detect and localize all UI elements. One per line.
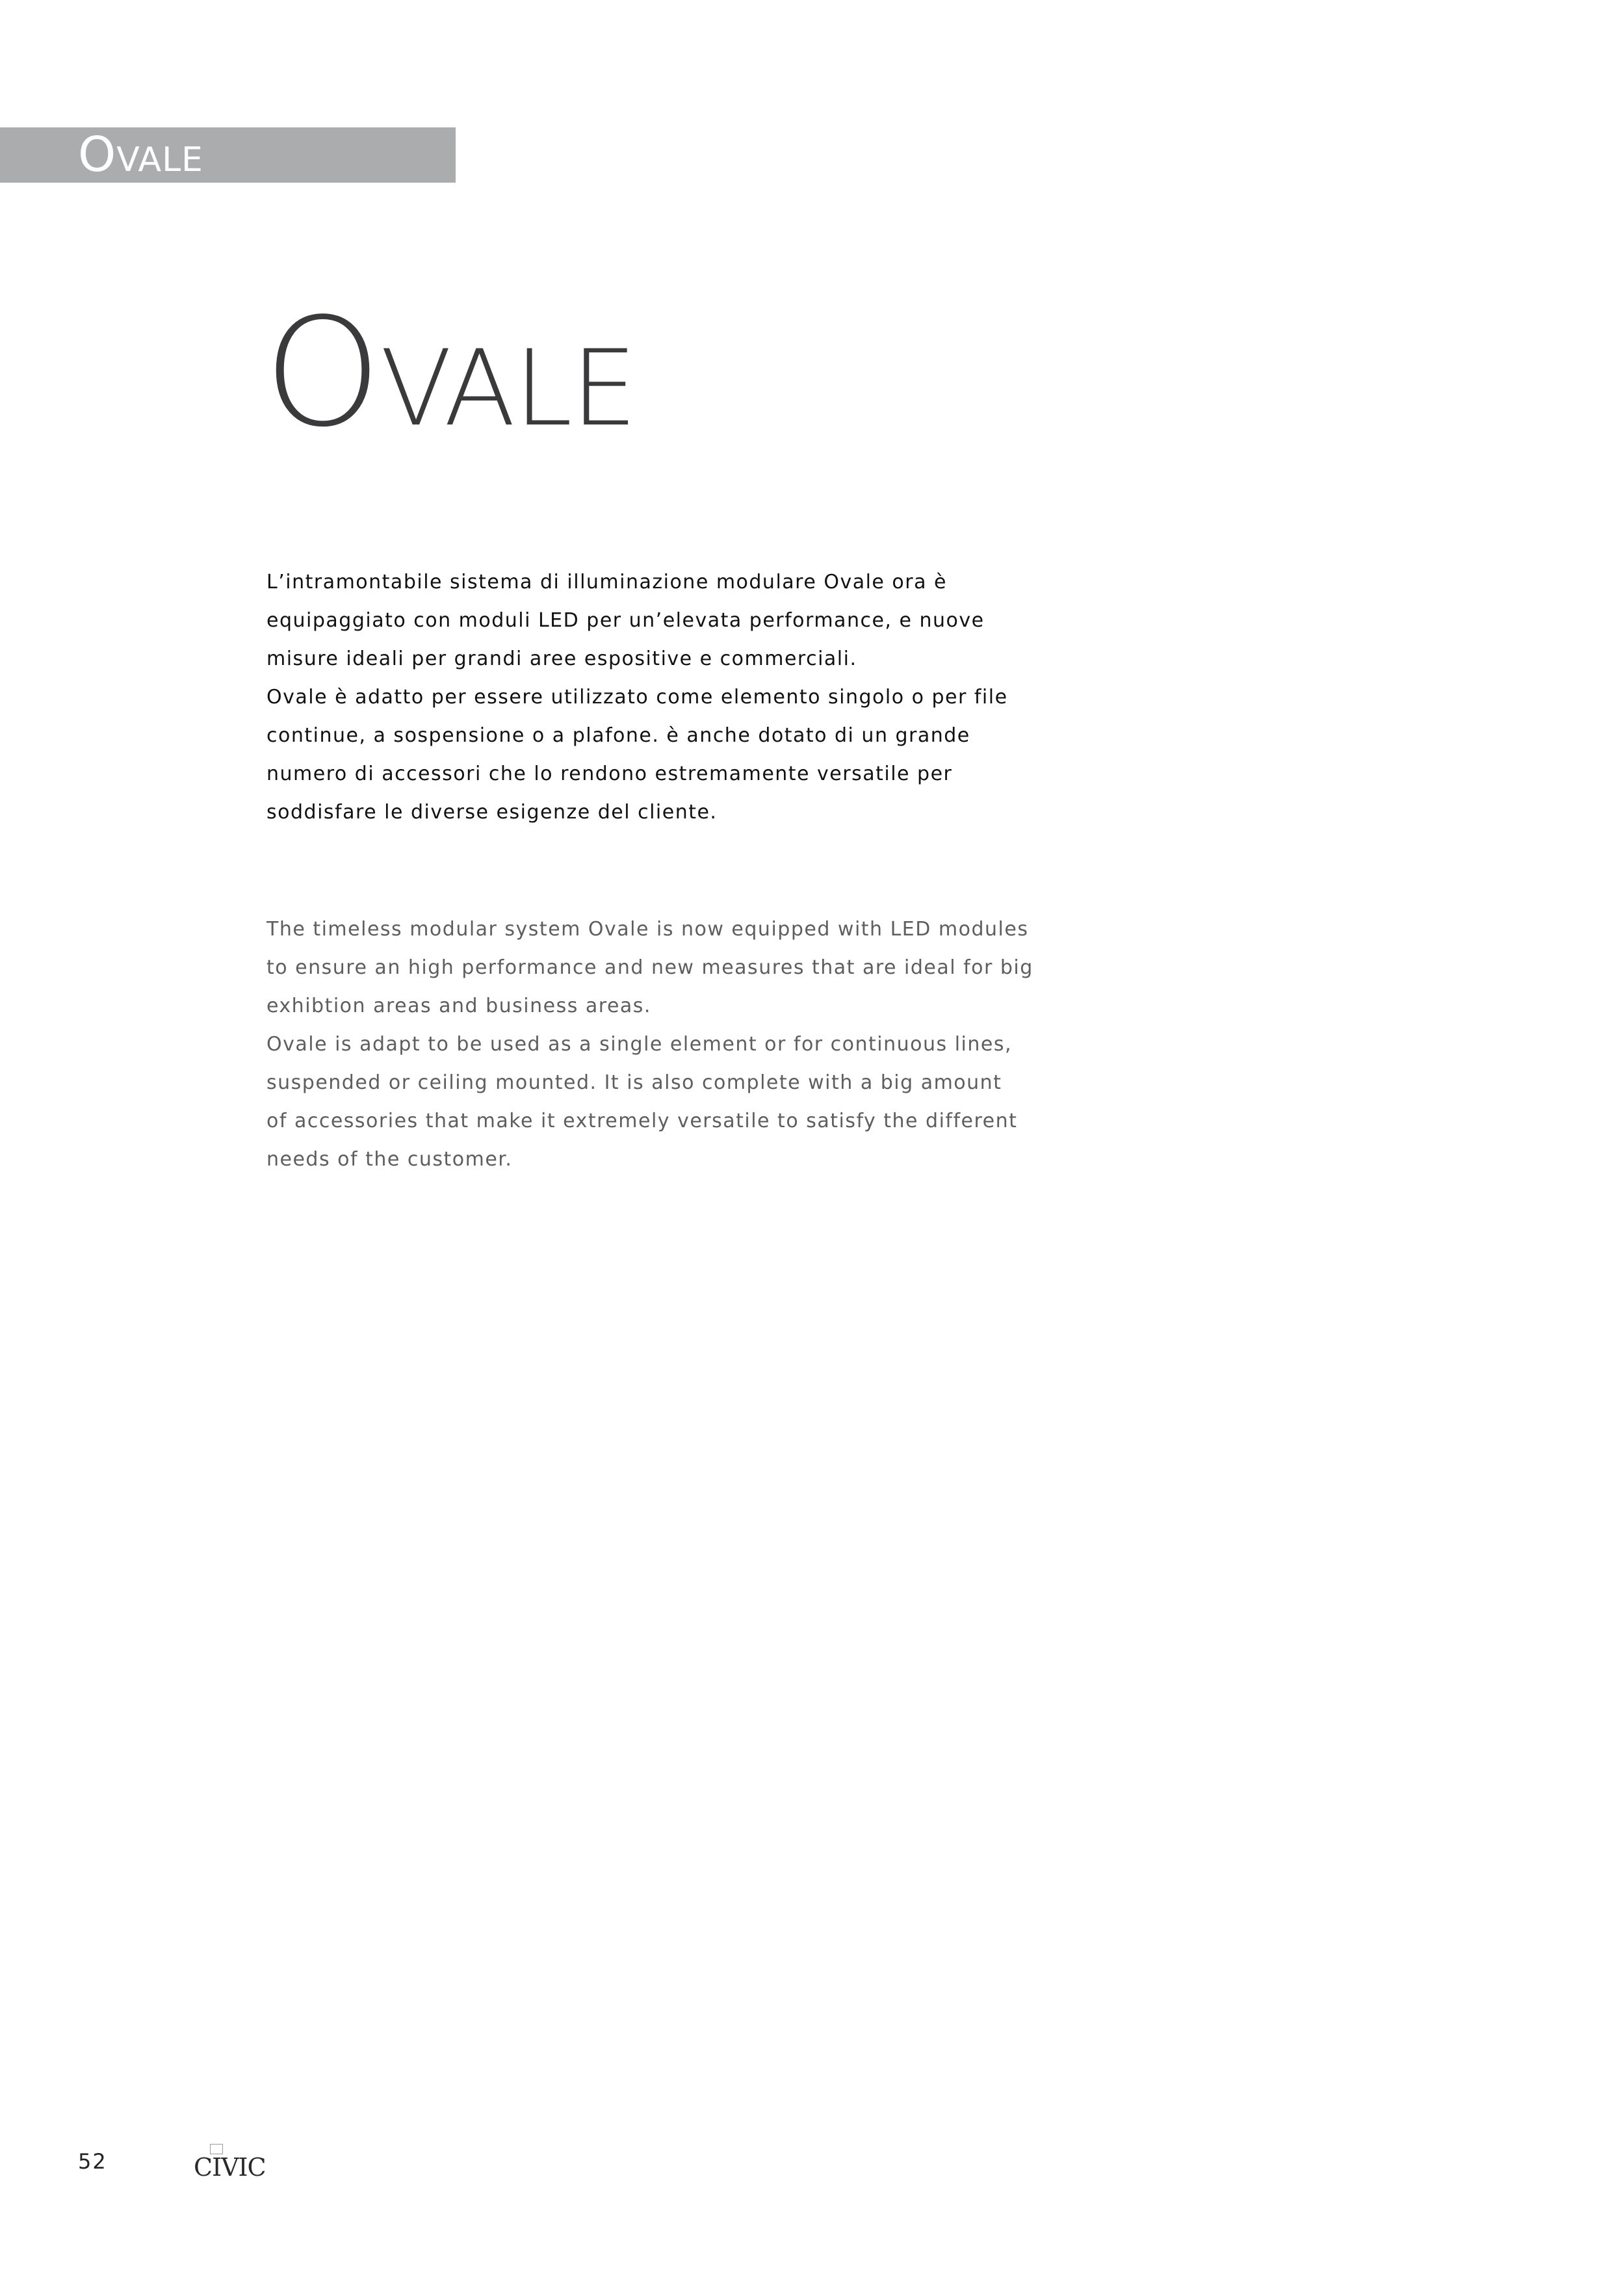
italian-line: misure ideali per grandi aree espositive e commerciali. (266, 647, 857, 670)
page-title: Ovale (264, 287, 636, 460)
english-line: to ensure an high performance and new measures that are ideal for big (266, 956, 1033, 979)
civic-logo (192, 2144, 266, 2183)
english-line: needs of the customer. (266, 1148, 513, 1171)
english-line: Ovale is adapt to be used as a single element or for continuous lines, (266, 1033, 1013, 1056)
italian-line: Ovale è adatto per essere utilizzato come elemento singolo o per file (266, 686, 1008, 709)
english-line: exhibtion areas and business areas. (266, 995, 651, 1017)
italian-line: L’intramontabile sistema di illuminazione modulare Ovale ora è (266, 571, 947, 594)
page-number: 52 (78, 2149, 107, 2174)
italian-line: numero di accessori che lo rendono estremamente versatile per (266, 763, 953, 785)
italian-line: soddisfare le diverse esigenze del cliente. (266, 801, 718, 824)
italian-line: continue, a sospensione o a plafone. è anche dotato di un grande (266, 724, 970, 747)
italian-description (266, 563, 1008, 831)
section-tab: Ovale (0, 127, 456, 183)
logo-text: CIVIC (194, 2153, 266, 2182)
english-line: suspended or ceiling mounted. It is also complete with a big amount (266, 1071, 1002, 1094)
english-line: The timeless modular system Ovale is now equipped with LED modules (266, 918, 1029, 941)
english-line: of accessories that make it extremely versatile to satisfy the different (266, 1110, 1018, 1132)
english-description (266, 910, 1033, 1179)
italian-line: equipaggiato con moduli LED per un’elevata performance, e nuove (266, 609, 985, 632)
